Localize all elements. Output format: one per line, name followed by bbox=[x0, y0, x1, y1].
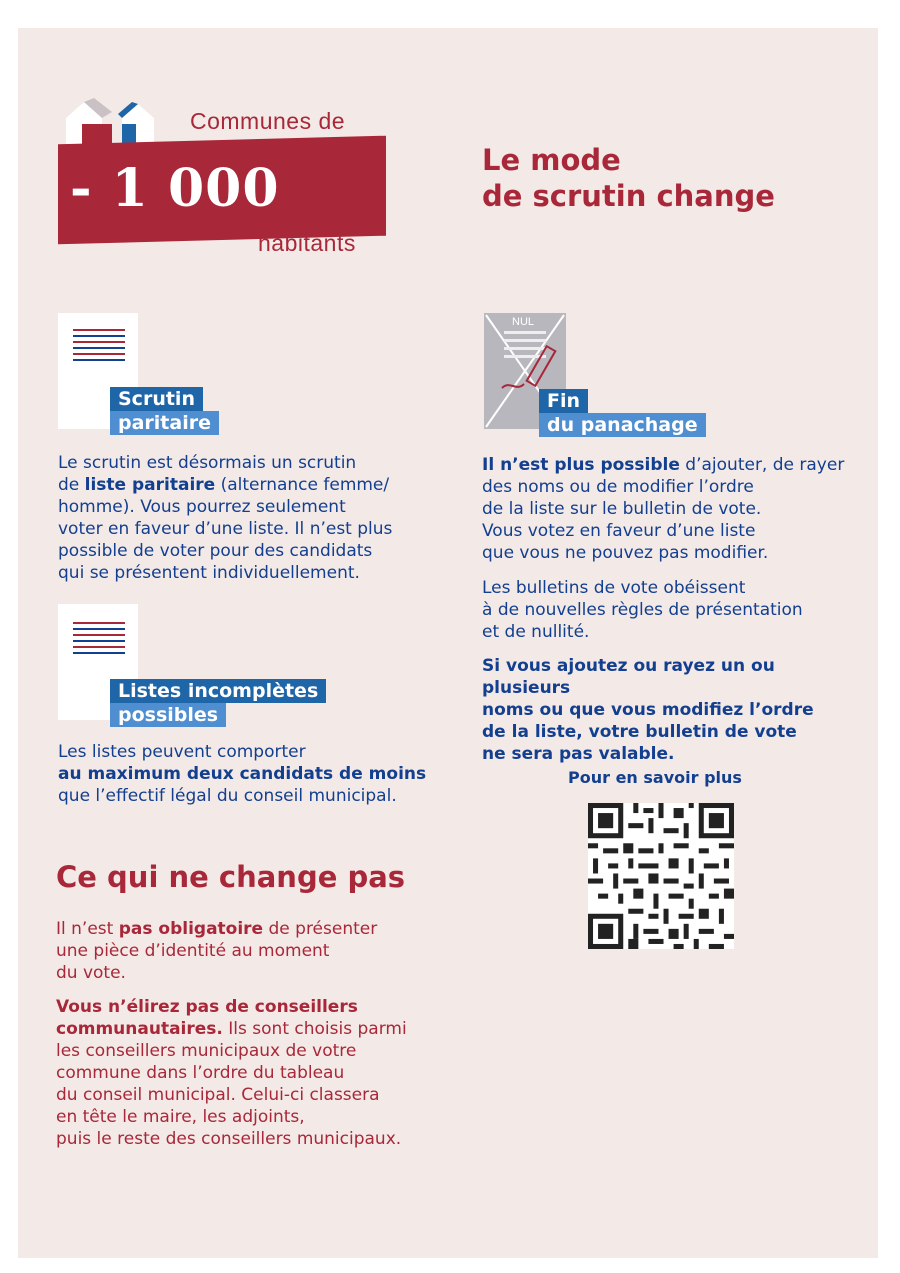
text-line: possible de voter pour des candidats bbox=[58, 541, 373, 561]
section-title-ne-change-pas: Ce qui ne change pas bbox=[56, 860, 406, 894]
text-line: du vote. bbox=[56, 963, 126, 983]
text-line: Les listes peuvent comporter bbox=[58, 742, 306, 762]
text-line: à de nouvelles règles de présentation bbox=[482, 600, 803, 620]
tag-line: possibles bbox=[110, 703, 226, 727]
page-title bbox=[482, 142, 775, 214]
title-line-1: Le mode bbox=[482, 143, 621, 177]
text-line: commune dans l’ordre du tableau bbox=[56, 1063, 345, 1083]
scrutin-paritaire-text bbox=[58, 452, 438, 584]
ne-change-pas-para-1 bbox=[56, 918, 436, 984]
habitants-label: habitants bbox=[258, 230, 356, 256]
population-number: - 1 000 bbox=[70, 158, 280, 219]
tag-line: Fin bbox=[539, 389, 588, 413]
tag-line: paritaire bbox=[110, 411, 219, 435]
text-line: et de nullité. bbox=[482, 622, 590, 642]
text-line: homme). Vous pourrez seulement bbox=[58, 497, 346, 517]
nul-label: NUL bbox=[512, 316, 535, 328]
communes-de-label: Communes de bbox=[190, 108, 346, 134]
text-line: puis le reste des conseillers municipaux. bbox=[56, 1129, 402, 1149]
text-line: qui se présentent individuellement. bbox=[58, 563, 360, 583]
ne-change-pas-para-2 bbox=[56, 996, 436, 1150]
tag-scrutin-paritaire bbox=[110, 387, 219, 435]
text-line: de la liste sur le bulletin de vote. bbox=[482, 499, 762, 519]
fin-panachage-para-3 bbox=[482, 655, 862, 765]
text-line: Vous n’élirez pas de conseillers bbox=[56, 997, 358, 1017]
text-line: que vous ne pouvez pas modifier. bbox=[482, 543, 769, 563]
text-line: communautaires. Ils sont choisis parmi bbox=[56, 1019, 407, 1039]
text-line: des noms ou de modifier l’ordre bbox=[482, 477, 754, 497]
text-line: Il n’est pas obligatoire de présenter bbox=[56, 919, 378, 939]
text-line: Vous votez en faveur d’une liste bbox=[482, 521, 756, 541]
title-line-2: de scrutin change bbox=[482, 179, 775, 213]
tag-fin-panachage bbox=[539, 389, 706, 437]
tag-listes-incompletes bbox=[110, 679, 326, 727]
text-line: les conseillers municipaux de votre bbox=[56, 1041, 357, 1061]
tag-line: Listes incomplètes bbox=[110, 679, 326, 703]
listes-incompletes-text bbox=[58, 741, 438, 807]
text-line: voter en faveur d’une liste. Il n’est plus bbox=[58, 519, 393, 539]
savoir-plus-label: Pour en savoir plus bbox=[568, 768, 742, 787]
text-line: une pièce d’identité au moment bbox=[56, 941, 330, 961]
text-line: ne sera pas valable. bbox=[482, 744, 675, 764]
text-line: au maximum deux candidats de moins bbox=[58, 764, 427, 784]
text-line: noms ou que vous modifiez l’ordre bbox=[482, 700, 814, 720]
text-line: du conseil municipal. Celui-ci classera bbox=[56, 1085, 380, 1105]
text-line: Si vous ajoutez ou rayez un ou plusieurs bbox=[482, 656, 775, 698]
text-line: Il n’est plus possible d’ajouter, de rayer bbox=[482, 455, 845, 475]
fin-panachage-para-2 bbox=[482, 577, 862, 643]
text-line: de la liste, votre bulletin de vote bbox=[482, 722, 797, 742]
text-line: de liste paritaire (alternance femme/ bbox=[58, 475, 390, 495]
text-line: Les bulletins de vote obéissent bbox=[482, 578, 746, 598]
text-line: en tête le maire, les adjoints, bbox=[56, 1107, 305, 1127]
tag-line: du panachage bbox=[539, 413, 706, 437]
text-line: Le scrutin est désormais un scrutin bbox=[58, 453, 357, 473]
fin-panachage-para-1 bbox=[482, 454, 862, 564]
qr-code-icon[interactable] bbox=[588, 803, 734, 949]
tag-line: Scrutin bbox=[110, 387, 203, 411]
text-line: que l’effectif légal du conseil municipal. bbox=[58, 786, 397, 806]
